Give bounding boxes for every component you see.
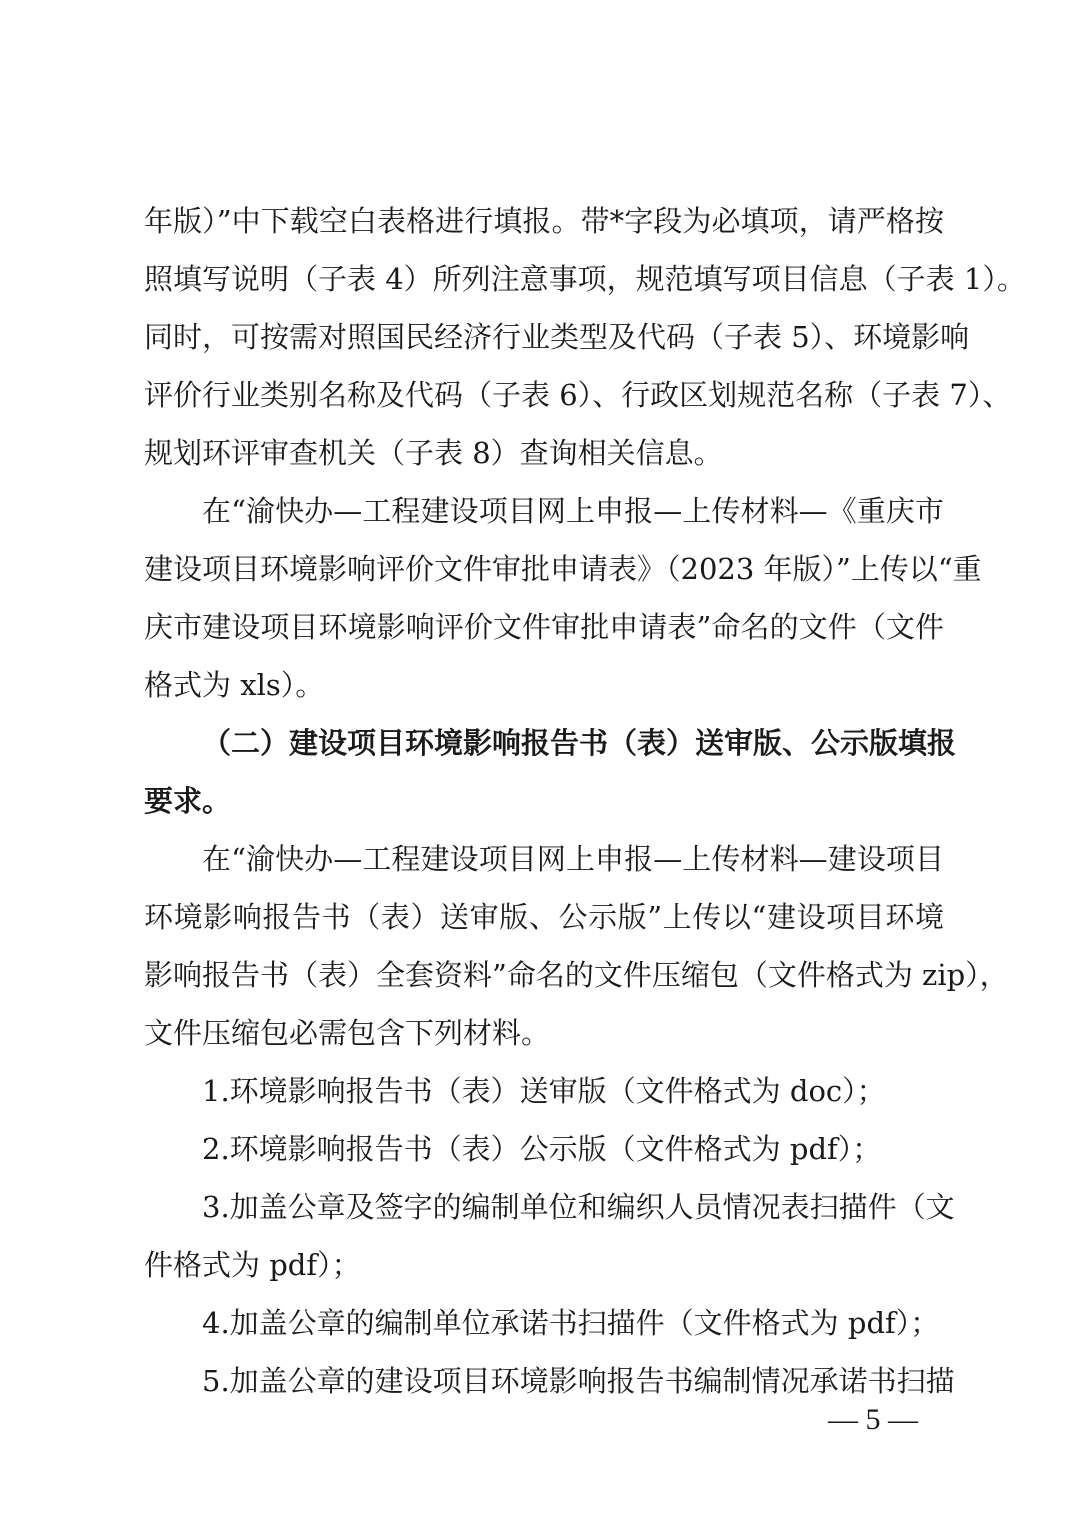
- text-line: 格式为 xls）。: [144, 668, 325, 702]
- list-item-cont: 件格式为 pdf）；: [144, 1248, 361, 1282]
- section-heading-cont: 要求。: [144, 784, 232, 818]
- text-line: 年版）”中下载空白表格进行填报。带*字段为必填项，请严格按: [144, 204, 944, 238]
- text-line: 影响报告书（表）全套资料”命名的文件压缩包（文件格式为 zip），: [144, 958, 1009, 992]
- text-line: 庆市建设项目环境影响评价文件审批申请表”命名的文件（文件: [144, 610, 944, 644]
- text-line: 建设项目环境影响评价文件审批申请表》（2023 年版）”上传以“重: [144, 552, 982, 586]
- list-item: 1.环境影响报告书（表）送审版（文件格式为 doc）；: [202, 1074, 886, 1108]
- text-line: 规划环评审查机关（子表 8）查询相关信息。: [144, 436, 723, 470]
- text-line: 照填写说明（子表 4）所列注意事项，规范填写项目信息（子表 1）。: [144, 262, 1026, 296]
- section-heading: （二）建设项目环境影响报告书（表）送审版、公示版填报: [202, 726, 957, 760]
- text-line: 评价行业类别名称及代码（子表 6）、行政区划规范名称（子表 7）、: [144, 378, 1012, 412]
- text-line: 同时，可按需对照国民经济行业类型及代码（子表 5）、环境影响: [144, 320, 970, 354]
- text-line: 在“渝快办—工程建设项目网上申报—上传材料—《重庆市: [202, 494, 944, 528]
- text-line: 文件压缩包必需包含下列材料。: [144, 1016, 551, 1050]
- list-item: 4.加盖公章的编制单位承诺书扫描件（文件格式为 pdf）；: [202, 1306, 940, 1340]
- text-line: 环境影响报告书（表）送审版、公示版”上传以“建设项目环境: [144, 900, 944, 934]
- page-number: — 5 —: [828, 1403, 918, 1436]
- list-item: 2.环境影响报告书（表）公示版（文件格式为 pdf）；: [202, 1132, 882, 1166]
- list-item: 5.加盖公章的建设项目环境影响报告书编制情况承诺书扫描: [202, 1364, 955, 1398]
- text-line: 在“渝快办—工程建设项目网上申报—上传材料—建设项目: [202, 842, 944, 876]
- list-item: 3.加盖公章及签字的编制单位和编织人员情况表扫描件（文: [202, 1190, 955, 1224]
